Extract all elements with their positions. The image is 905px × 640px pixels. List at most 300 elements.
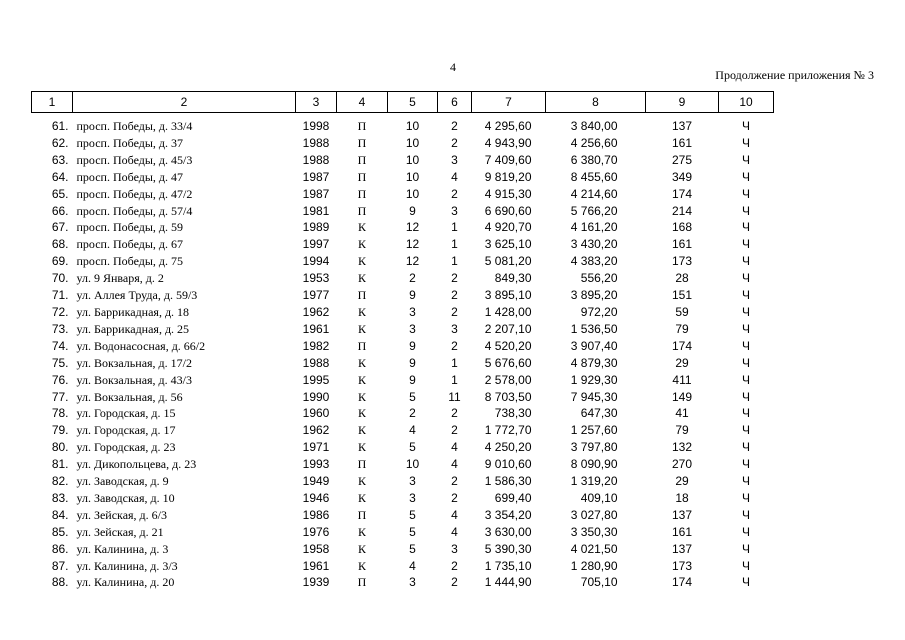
cell-address: ул. Зейская, д. 6/3 (76, 507, 167, 522)
cell-address: ул. Зейская, д. 21 (76, 524, 164, 539)
cell-row-number: 86. (51, 541, 69, 556)
cell-ownership: Ч (742, 203, 750, 218)
cell-floors: 12 (405, 254, 420, 269)
cell-wall-material: К (357, 440, 366, 455)
cell-ownership: Ч (742, 220, 750, 235)
cell-wall-material: П (357, 186, 367, 201)
table-row (32, 338, 774, 355)
cell-floors: 5 (409, 541, 416, 556)
cell-row-number: 70. (51, 271, 69, 286)
cell-build-year: 1988 (302, 355, 330, 370)
cell-total-area: 3 630,00 (484, 524, 532, 539)
cell-row-number: 72. (51, 304, 69, 319)
cell-total-area: 699,40 (494, 490, 532, 505)
cell-floors: 10 (405, 186, 420, 201)
cell-total-area: 6 690,60 (484, 203, 532, 218)
cell-build-year: 1949 (302, 474, 330, 489)
cell-residents: 173 (671, 254, 693, 269)
cell-address: ул. Баррикадная, д. 25 (76, 321, 190, 336)
cell-address: ул. Дикопольцева, д. 23 (76, 457, 197, 472)
column-header: 7 (472, 92, 546, 113)
table-row (32, 118, 774, 135)
cell-living-area: 4 021,50 (570, 541, 618, 556)
cell-total-area: 1 772,70 (484, 423, 532, 438)
table-row (32, 236, 774, 253)
cell-residents: 79 (675, 321, 689, 336)
cell-address: ул. Городская, д. 15 (76, 406, 176, 421)
cell-wall-material: К (357, 220, 366, 235)
cell-floors: 9 (409, 355, 416, 370)
cell-residents: 149 (671, 389, 693, 404)
table-row (32, 456, 774, 473)
cell-ownership: Ч (742, 524, 750, 539)
cell-address: просп. Победы, д. 57/4 (76, 203, 193, 218)
cell-living-area: 409,10 (580, 490, 618, 505)
cell-address: ул. Калинина, д. 3/3 (76, 558, 178, 573)
cell-row-number: 83. (51, 490, 69, 505)
cell-row-number: 66. (51, 203, 69, 218)
cell-entrances: 2 (451, 135, 458, 150)
cell-floors: 10 (405, 169, 420, 184)
cell-ownership: Ч (742, 507, 750, 522)
cell-residents: 79 (675, 423, 689, 438)
cell-residents: 174 (671, 186, 693, 201)
cell-wall-material: К (357, 474, 366, 489)
cell-living-area: 7 945,30 (570, 389, 618, 404)
cell-address: ул. Вокзальная, д. 43/3 (76, 372, 192, 387)
cell-ownership: Ч (742, 169, 750, 184)
cell-living-area: 4 383,20 (570, 254, 618, 269)
cell-address: ул. Водонасосная, д. 66/2 (76, 338, 206, 353)
buildings-table (31, 91, 774, 591)
cell-total-area: 738,30 (494, 406, 532, 421)
cell-residents: 28 (675, 271, 689, 286)
cell-living-area: 3 895,20 (570, 288, 618, 303)
cell-entrances: 2 (451, 119, 458, 133)
cell-residents: 270 (671, 457, 693, 472)
cell-entrances: 4 (451, 524, 458, 539)
cell-residents: 168 (671, 220, 693, 235)
cell-ownership: Ч (742, 237, 750, 252)
cell-build-year: 1981 (302, 203, 330, 218)
cell-residents: 137 (671, 507, 693, 522)
table-row (32, 321, 774, 338)
table-row (32, 541, 774, 558)
cell-build-year: 1962 (302, 304, 330, 319)
cell-entrances: 2 (451, 271, 458, 286)
cell-floors: 3 (409, 575, 416, 590)
cell-row-number: 78. (51, 406, 69, 421)
cell-entrances: 1 (451, 372, 458, 387)
cell-floors: 12 (405, 220, 420, 235)
table-row (32, 219, 774, 236)
cell-ownership: Ч (742, 372, 750, 387)
cell-floors: 4 (409, 423, 416, 438)
cell-ownership: Ч (742, 321, 750, 336)
cell-row-number: 69. (51, 254, 69, 269)
cell-residents: 18 (675, 490, 689, 505)
cell-build-year: 1987 (302, 186, 330, 201)
cell-address: просп. Победы, д. 47/2 (76, 186, 193, 201)
cell-row-number: 76. (51, 372, 69, 387)
cell-address: ул. Заводская, д. 10 (76, 490, 175, 505)
cell-total-area: 1 428,00 (484, 304, 532, 319)
cell-total-area: 849,30 (494, 271, 532, 286)
cell-living-area: 647,30 (580, 406, 618, 421)
cell-ownership: Ч (742, 135, 750, 150)
cell-ownership: Ч (742, 457, 750, 472)
cell-total-area: 5 390,30 (484, 541, 532, 556)
cell-total-area: 5 676,60 (484, 355, 532, 370)
cell-living-area: 8 090,90 (570, 457, 618, 472)
cell-build-year: 1995 (302, 372, 330, 387)
table-row (32, 355, 774, 372)
cell-floors: 10 (405, 135, 420, 150)
cell-total-area: 2 207,10 (484, 321, 532, 336)
cell-build-year: 1987 (302, 169, 330, 184)
cell-wall-material: П (357, 575, 367, 590)
cell-living-area: 4 214,60 (570, 186, 618, 201)
cell-living-area: 6 380,70 (570, 152, 618, 167)
cell-floors: 9 (409, 338, 416, 353)
cell-living-area: 3 840,00 (570, 119, 618, 133)
column-header: 10 (719, 92, 774, 113)
cell-wall-material: П (357, 135, 367, 150)
cell-floors: 9 (409, 372, 416, 387)
cell-build-year: 1988 (302, 135, 330, 150)
cell-ownership: Ч (742, 304, 750, 319)
cell-floors: 5 (409, 440, 416, 455)
table-row (32, 473, 774, 490)
cell-entrances: 4 (451, 169, 458, 184)
cell-living-area: 1 929,30 (570, 372, 618, 387)
cell-address: ул. Заводская, д. 9 (76, 474, 169, 489)
cell-total-area: 4 943,90 (484, 135, 532, 150)
cell-living-area: 4 256,60 (570, 135, 618, 150)
cell-ownership: Ч (742, 152, 750, 167)
cell-wall-material: К (357, 406, 366, 421)
cell-residents: 137 (671, 119, 693, 133)
cell-total-area: 1 735,10 (484, 558, 532, 573)
cell-wall-material: П (357, 119, 367, 133)
cell-living-area: 556,20 (580, 271, 618, 286)
table-row (32, 439, 774, 456)
cell-address: ул. Вокзальная, д. 17/2 (76, 355, 192, 370)
cell-residents: 151 (671, 288, 693, 303)
cell-build-year: 1993 (302, 457, 330, 472)
cell-ownership: Ч (742, 558, 750, 573)
table-row (32, 304, 774, 321)
cell-floors: 3 (409, 304, 416, 319)
cell-build-year: 1997 (302, 237, 330, 252)
cell-floors: 9 (409, 203, 416, 218)
cell-entrances: 4 (451, 440, 458, 455)
cell-entrances: 2 (451, 558, 458, 573)
cell-address: просп. Победы, д. 45/3 (76, 152, 193, 167)
table-row (32, 152, 774, 169)
cell-total-area: 9 010,60 (484, 457, 532, 472)
cell-residents: 214 (671, 203, 693, 218)
cell-build-year: 1971 (302, 440, 330, 455)
cell-floors: 3 (409, 321, 416, 336)
cell-residents: 29 (675, 355, 689, 370)
cell-wall-material: К (357, 490, 366, 505)
table-row (32, 287, 774, 304)
appendix-continuation-label: Продолжение приложения № 3 (715, 68, 874, 82)
cell-address: просп. Победы, д. 67 (76, 237, 184, 252)
table-row (32, 405, 774, 422)
cell-wall-material: П (357, 203, 367, 218)
cell-total-area: 4 915,30 (484, 186, 532, 201)
cell-ownership: Ч (742, 423, 750, 438)
cell-address: ул. Калинина, д. 20 (76, 575, 175, 590)
cell-entrances: 2 (451, 304, 458, 319)
cell-floors: 3 (409, 474, 416, 489)
cell-floors: 10 (405, 457, 420, 472)
cell-build-year: 1946 (302, 490, 330, 505)
cell-residents: 132 (671, 440, 693, 455)
cell-total-area: 2 578,00 (484, 372, 532, 387)
cell-floors: 5 (409, 389, 416, 404)
cell-entrances: 1 (451, 237, 458, 252)
cell-wall-material: П (357, 288, 367, 303)
cell-build-year: 1982 (302, 338, 330, 353)
cell-wall-material: П (357, 169, 367, 184)
cell-address: ул. Баррикадная, д. 18 (76, 304, 190, 319)
cell-living-area: 4 879,30 (570, 355, 618, 370)
cell-residents: 29 (675, 474, 689, 489)
cell-floors: 5 (409, 524, 416, 539)
cell-living-area: 3 027,80 (570, 507, 618, 522)
cell-address: ул. 9 Января, д. 2 (76, 271, 164, 286)
column-header: 3 (296, 92, 337, 113)
cell-build-year: 1961 (302, 321, 330, 336)
cell-address: ул. Городская, д. 23 (76, 440, 176, 455)
cell-entrances: 1 (451, 220, 458, 235)
cell-entrances: 3 (451, 152, 458, 167)
column-header: 9 (646, 92, 719, 113)
cell-row-number: 73. (51, 321, 69, 336)
column-header: 2 (73, 92, 296, 113)
cell-row-number: 79. (51, 423, 69, 438)
cell-total-area: 4 295,60 (484, 119, 532, 133)
cell-row-number: 62. (51, 135, 69, 150)
table-row (32, 558, 774, 575)
cell-ownership: Ч (742, 355, 750, 370)
cell-address: просп. Победы, д. 33/4 (76, 119, 193, 133)
column-header: 1 (32, 92, 73, 113)
cell-build-year: 1994 (302, 254, 330, 269)
cell-wall-material: К (357, 372, 366, 387)
cell-ownership: Ч (742, 575, 750, 590)
table-header-row (32, 92, 774, 113)
table-row (32, 389, 774, 406)
cell-row-number: 74. (51, 338, 69, 353)
cell-residents: 173 (671, 558, 693, 573)
cell-living-area: 8 455,60 (570, 169, 618, 184)
cell-ownership: Ч (742, 440, 750, 455)
table-row (32, 507, 774, 524)
cell-entrances: 4 (451, 457, 458, 472)
table-row (32, 169, 774, 186)
cell-row-number: 71. (51, 288, 69, 303)
table-row (32, 186, 774, 203)
cell-floors: 4 (409, 558, 416, 573)
cell-floors: 10 (405, 119, 420, 133)
cell-entrances: 2 (451, 406, 458, 421)
cell-ownership: Ч (742, 186, 750, 201)
cell-residents: 41 (675, 406, 689, 421)
cell-ownership: Ч (742, 254, 750, 269)
cell-total-area: 7 409,60 (484, 152, 532, 167)
cell-wall-material: К (357, 524, 366, 539)
cell-entrances: 4 (451, 507, 458, 522)
cell-ownership: Ч (742, 271, 750, 286)
cell-wall-material: К (357, 423, 366, 438)
cell-living-area: 3 797,80 (570, 440, 618, 455)
cell-total-area: 4 520,20 (484, 338, 532, 353)
cell-living-area: 1 319,20 (570, 474, 618, 489)
cell-build-year: 1988 (302, 152, 330, 167)
cell-wall-material: П (357, 152, 367, 167)
cell-row-number: 82. (51, 474, 69, 489)
cell-row-number: 84. (51, 507, 69, 522)
table-row (32, 524, 774, 541)
cell-row-number: 68. (51, 237, 69, 252)
cell-row-number: 87. (51, 558, 69, 573)
cell-living-area: 3 430,20 (570, 237, 618, 252)
cell-living-area: 5 766,20 (570, 203, 618, 218)
cell-ownership: Ч (742, 288, 750, 303)
cell-wall-material: К (357, 389, 366, 404)
cell-build-year: 1939 (302, 575, 330, 590)
column-header: 8 (546, 92, 646, 113)
cell-row-number: 64. (51, 169, 69, 184)
cell-build-year: 1960 (302, 406, 330, 421)
cell-living-area: 1 536,50 (570, 321, 618, 336)
cell-living-area: 1 280,90 (570, 558, 618, 573)
cell-build-year: 1953 (302, 271, 330, 286)
cell-living-area: 1 257,60 (570, 423, 618, 438)
cell-total-area: 4 920,70 (484, 220, 532, 235)
cell-build-year: 1986 (302, 507, 330, 522)
cell-wall-material: К (357, 271, 366, 286)
cell-living-area: 705,10 (580, 575, 618, 590)
cell-residents: 59 (675, 304, 689, 319)
cell-build-year: 1998 (302, 119, 330, 133)
cell-total-area: 5 081,20 (484, 254, 532, 269)
cell-build-year: 1990 (302, 389, 330, 404)
cell-ownership: Ч (742, 338, 750, 353)
cell-address: ул. Аллея Труда, д. 59/3 (76, 288, 198, 303)
cell-ownership: Ч (742, 490, 750, 505)
cell-entrances: 2 (451, 186, 458, 201)
cell-residents: 174 (671, 575, 693, 590)
cell-address: просп. Победы, д. 59 (76, 220, 184, 235)
cell-residents: 349 (671, 169, 693, 184)
cell-entrances: 2 (451, 490, 458, 505)
cell-wall-material: К (357, 304, 366, 319)
cell-build-year: 1989 (302, 220, 330, 235)
table-row (32, 574, 774, 591)
table-row (32, 372, 774, 389)
cell-wall-material: К (357, 254, 366, 269)
table-row (32, 490, 774, 507)
cell-floors: 9 (409, 288, 416, 303)
cell-entrances: 3 (451, 541, 458, 556)
cell-row-number: 65. (51, 186, 69, 201)
cell-address: просп. Победы, д. 47 (76, 169, 184, 184)
cell-build-year: 1958 (302, 541, 330, 556)
table-row (32, 253, 774, 270)
cell-wall-material: К (357, 558, 366, 573)
cell-entrances: 11 (448, 389, 461, 404)
cell-row-number: 75. (51, 355, 69, 370)
cell-ownership: Ч (742, 406, 750, 421)
cell-row-number: 67. (51, 220, 69, 235)
cell-wall-material: П (357, 507, 367, 522)
cell-address: просп. Победы, д. 75 (76, 254, 184, 269)
cell-entrances: 3 (451, 321, 458, 336)
cell-row-number: 61. (51, 119, 69, 133)
cell-entrances: 2 (451, 288, 458, 303)
cell-address: просп. Победы, д. 37 (76, 135, 184, 150)
table-row (32, 203, 774, 220)
table-row (32, 270, 774, 287)
cell-address: ул. Калинина, д. 3 (76, 541, 169, 556)
cell-entrances: 2 (451, 338, 458, 353)
cell-residents: 411 (672, 372, 692, 387)
cell-address: ул. Городская, д. 17 (76, 423, 176, 438)
cell-living-area: 3 907,40 (570, 338, 618, 353)
column-header: 6 (438, 92, 472, 113)
table-body (32, 113, 774, 592)
cell-entrances: 2 (451, 575, 458, 590)
cell-ownership: Ч (742, 119, 750, 133)
cell-row-number: 80. (51, 440, 69, 455)
cell-wall-material: К (357, 237, 366, 252)
cell-entrances: 3 (451, 203, 458, 218)
cell-build-year: 1976 (302, 524, 330, 539)
cell-entrances: 2 (451, 423, 458, 438)
cell-total-area: 1 586,30 (484, 474, 532, 489)
cell-floors: 12 (405, 237, 420, 252)
cell-row-number: 81. (51, 457, 69, 472)
cell-row-number: 85. (51, 524, 69, 539)
cell-floors: 2 (409, 406, 416, 421)
cell-total-area: 1 444,90 (484, 575, 532, 590)
cell-total-area: 4 250,20 (484, 440, 532, 455)
cell-total-area: 9 819,20 (484, 169, 532, 184)
cell-floors: 5 (409, 507, 416, 522)
cell-address: ул. Вокзальная, д. 56 (76, 389, 183, 404)
cell-build-year: 1962 (302, 423, 330, 438)
cell-wall-material: К (357, 355, 366, 370)
cell-total-area: 3 895,10 (484, 288, 532, 303)
cell-ownership: Ч (742, 474, 750, 489)
cell-row-number: 88. (51, 575, 69, 590)
cell-wall-material: К (357, 541, 366, 556)
cell-row-number: 63. (51, 152, 69, 167)
cell-living-area: 972,20 (580, 304, 618, 319)
cell-living-area: 4 161,20 (570, 220, 618, 235)
cell-floors: 2 (409, 271, 416, 286)
cell-residents: 161 (671, 524, 693, 539)
cell-residents: 137 (671, 541, 693, 556)
table-row (32, 135, 774, 152)
cell-entrances: 2 (451, 474, 458, 489)
cell-living-area: 3 350,30 (570, 524, 618, 539)
